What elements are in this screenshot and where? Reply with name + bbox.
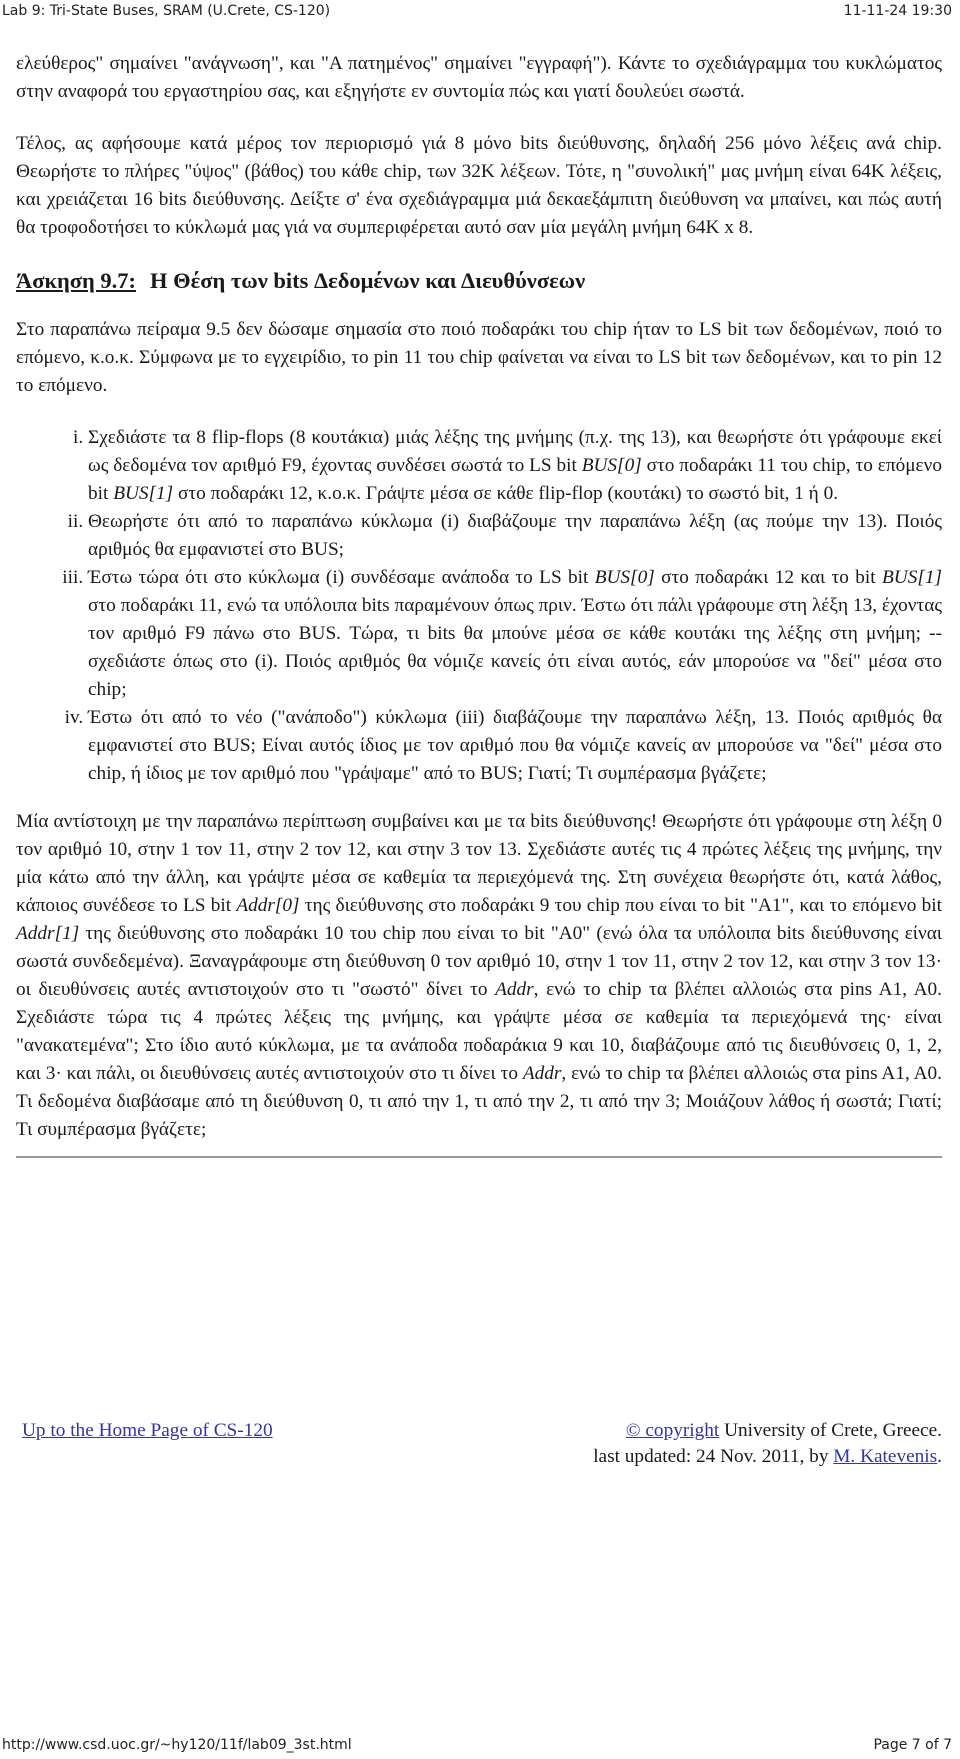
addr0-term: Addr[0] <box>236 895 300 916</box>
question-list <box>16 424 942 788</box>
exercise-heading <box>16 266 942 296</box>
bus0-term: BUS[0] <box>594 567 655 588</box>
question-ii: ii. Θεωρήστε ότι από το παραπάνω κύκλωμα (i) διαβάζουμε την παραπάνω λέξη (ας πούμε την 13). Ποιός αριθμός θα εμφανιστεί στο BUS; <box>88 508 942 564</box>
print-header <box>0 0 960 24</box>
print-footer <box>0 1735 960 1759</box>
bus1-term: BUS[1] <box>882 567 942 588</box>
print-header-title: Lab 9: Tri-State Buses, SRAM (U.Crete, CS-120) <box>2 3 331 19</box>
exercise-title: Η Θέση των bits Δεδομένων και Διευθύνσεων <box>150 268 586 293</box>
updated-text: last updated: 24 Nov. 2011, by <box>593 1446 834 1467</box>
addr-term: Addr <box>495 979 534 1000</box>
question-iii: iii. Έστω τώρα ότι στο κύκλωμα (i) συνδέσαμε ανάποδα το LS bit BUS[0] στο ποδαράκι 12 και το bit BUS[1] στο ποδαράκι 11, ενώ τα υπόλοιπα bits παραμένουν όπως πριν. Έστω ότι πάλι γράφουμε στη λέξη 13, έχοντας τον αριθμό F9 πάνω στο BUS. Τώρα, τι bits θα μπούνε μέσα σε κάθε κουτάκι της λέξης στη μνήμη; -- σχεδιάστε όπως στο (i). Ποιός αριθμός θα νόμιζε κανείς ότι είναι αυτός, εάν μπορούσε να "δεί" μέσα στο chip; <box>88 564 942 704</box>
main-content <box>16 50 942 1158</box>
author-link[interactable]: M. Katevenis <box>833 1446 938 1467</box>
copyright-link[interactable]: © copyright <box>625 1420 720 1441</box>
bus0-term: BUS[0] <box>581 455 642 476</box>
copyright-text: University of Crete, Greece. <box>719 1420 942 1441</box>
bus1-term: BUS[1] <box>113 483 174 504</box>
print-header-datetime: 11-11-24 19:30 <box>843 3 952 19</box>
addr-term: Addr <box>522 1063 562 1084</box>
intro-paragraph: ελεύθερος" σημαίνει "ανάγνωση", και "Α πατημένος" σημαίνει "εγγραφή"). Κάντε το σχεδιάγραμμα του κυκλώματος στην αναφορά του εργαστηρίου σας, και εξηγήστε εν συντομία πώς και γιατί δουλεύει σωστά. <box>16 53 942 102</box>
footer-divider <box>16 1156 942 1158</box>
address-paragraph: Τέλος, ας αφήσουμε κατά μέρος τον περιορισμό γιά 8 μόνο bits διεύθυνσης, δηλαδή 256 μόνο λέξεις ανά chip. Θεωρήστε το πλήρες "ύψος" (βάθος) του κάθε chip, των 32K λέξεων. Τότε, η "συνολική" μας μνήμη είναι 64K λέξεις, και χρειάζεται 16 bits διεύθυνσης. Δείξτε σ' ένα σχεδιάγραμμα μιά δεκαεξάμπιτη διεύθυνση να μπαίνει, και πώς αυτή θα τροφοδοτήσει το κύκλωμά μας γιά να συμπεριφέρεται αυτό σαν μία μεγάλη μνήμη 64K x 8. <box>16 133 942 238</box>
addr1-term: Addr[1] <box>16 923 80 944</box>
copyright-block: © copyright University of Crete, Greece. last updated: 24 Nov. 2011, by M. Katevenis. <box>593 1420 942 1467</box>
question-i: i. Σχεδιάστε τα 8 flip-flops (8 κουτάκια) μιάς λέξης της μνήμης (π.χ. της 13), και θεωρήστε ότι γράφουμε εκεί ως δεδομένα τον αριθμό F9, έχοντας συνδέσει σωστά το LS bit BUS[0] στο ποδαράκι 11 του chip, το επόμενο bit BUS[1] στο ποδαράκι 12, κ.ο.κ. Γράψτε μέσα σε κάθε flip-flop (κουτάκι) το σωστό bit, 1 ή 0. <box>88 424 942 508</box>
print-footer-page: Page 7 of 7 <box>873 1737 952 1753</box>
home-page-link[interactable]: Up to the Home Page of CS-120 <box>22 1420 273 1441</box>
final-paragraph: Μία αντίστοιχη με την παραπάνω περίπτωση συμβαίνει και με τα bits διεύθυνσης! Θεωρήστε ότι γράφουμε στη λέξη 0 τον αριθμό 10, στην 1 τον 11, στην 2 τον 12, και στην 3 τον 13. Σχεδιάστε αυτές τις 4 πρώτες λέξεις της μνήμης, την μία κάτω από την άλλη, και γράψτε μέσα σε καθεμία τα περιεχόμενά της. Στη συνέχεια θεωρήστε ότι, κατά λάθος, κάποιος συνέδεσε το LS bit Addr[0] της διεύθυνσης στο ποδαράκι 9 του chip που είναι το bit "A1", και το επόμενο bit Addr[1] της διεύθυνσης στο ποδαράκι 10 του chip που είναι το bit "A0" (ενώ όλα τα υπόλοιπα bits διεύθυνσης είναι σωστά συνδεδεμένα). Ξαναγράφουμε στη διεύθυνση 0 τον αριθμό 10, στην 1 τον 11, στην 2 τον 12, και στην 3 τον 13· οι διευθύνσεις αυτές αντιστοιχούν στο τι "σωστό" δίνει το Addr, ενώ το chip τα βλέπει αλλοιώς στα pins A1, A0. Σχεδιάστε τώρα τις 4 πρώτες λέξεις της μνήμης, και γράψτε μέσα σε καθεμία τα περιεχόμενά της· είναι "ανακατεμένα"; Στο ίδιο αυτό κύκλωμα, με τα ανάποδα ποδαράκια 9 και 10, διαβάζουμε από τις διευθύνσεις 0, 1, 2, και 3· και πάλι, οι διευθύνσεις αυτές αντιστοιχούν στο τι δίνει το Addr, ενώ το chip τα βλέπει αλλοιώς στα pins A1, A0. Τι δεδομένα διαβάσαμε από τη διεύθυνση 0, τι από την 1, τι από την 2, τι από την 3; Μοιάζουν λάθος ή σωστά; Γιατί; Τι συμπέρασμα βγάζετε; <box>16 811 942 1140</box>
exercise-intro: Στο παραπάνω πείραμα 9.5 δεν δώσαμε σημασία στο ποιό ποδαράκι του chip ήταν το LS bit των δεδομένων, ποιό το επόμενο, κ.ο.κ. Σύμφωνα με το εγχειρίδιο, το pin 11 του chip φαίνεται να είναι το LS bit των δεδομένων, και το pin 12 το επόμενο. <box>16 319 942 396</box>
print-footer-url: http://www.csd.uoc.gr/~hy120/11f/lab09_3st.html <box>2 1737 352 1753</box>
question-iv: iv. Έστω ότι από το νέο ("ανάποδο") κύκλωμα (iii) διαβάζουμε την παραπάνω λέξη, 13. Ποιός αριθμός θα εμφανιστεί στο BUS; Είναι αυτός ίδιος με τον αριθμό που θα νόμιζε κανείς αν μπορούσε να "δεί" μέσα στο chip, ή ίδιος με τον αριθμό που "γράψαμε" από το BUS; Γιατί; Τι συμπέρασμα βγάζετε; <box>88 704 942 788</box>
exercise-number: Άσκηση 9.7: <box>16 268 137 293</box>
